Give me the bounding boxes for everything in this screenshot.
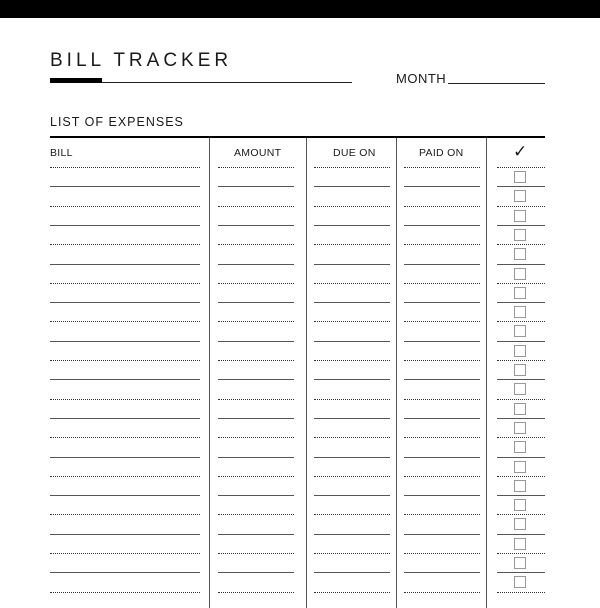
table-header-rule <box>50 136 545 138</box>
paid-checkbox[interactable] <box>514 287 526 299</box>
paid-checkbox[interactable] <box>514 229 526 241</box>
entry-line[interactable] <box>404 167 480 168</box>
entry-line[interactable] <box>404 534 480 535</box>
column-header-paid-on: PAID ON <box>419 147 464 159</box>
paid-checkbox[interactable] <box>514 480 526 492</box>
title-underline-accent <box>50 78 102 83</box>
paid-checkbox[interactable] <box>514 190 526 202</box>
entry-line[interactable] <box>50 360 200 361</box>
paid-checkbox[interactable] <box>514 345 526 357</box>
entry-line[interactable] <box>404 572 480 573</box>
entry-line[interactable] <box>50 514 200 515</box>
entry-line[interactable] <box>218 206 294 207</box>
entry-line[interactable] <box>314 244 390 245</box>
entry-line[interactable] <box>314 514 390 515</box>
entry-line[interactable] <box>218 341 294 342</box>
entry-line[interactable] <box>497 360 545 361</box>
entry-line[interactable] <box>50 399 200 400</box>
month-input-line[interactable] <box>448 83 545 84</box>
entry-line[interactable] <box>314 302 390 303</box>
paid-checkbox[interactable] <box>514 518 526 530</box>
entry-line[interactable] <box>50 534 200 535</box>
entry-line[interactable] <box>218 167 294 168</box>
column-header-due-on: DUE ON <box>333 147 376 159</box>
entry-line[interactable] <box>218 476 294 477</box>
entry-line[interactable] <box>50 167 200 168</box>
entry-line[interactable] <box>50 206 200 207</box>
entry-line[interactable] <box>314 534 390 535</box>
entry-line[interactable] <box>50 225 200 226</box>
entry-line[interactable] <box>218 321 294 322</box>
paid-checkbox[interactable] <box>514 171 526 183</box>
entry-line[interactable] <box>314 457 390 458</box>
column-header-bill: BILL <box>50 147 73 159</box>
column-divider <box>306 138 307 608</box>
entry-line[interactable] <box>497 495 545 496</box>
entry-line[interactable] <box>404 264 480 265</box>
entry-line[interactable] <box>50 302 200 303</box>
entry-line[interactable] <box>314 321 390 322</box>
paid-checkbox[interactable] <box>514 461 526 473</box>
entry-line[interactable] <box>314 283 390 284</box>
entry-line[interactable] <box>218 186 294 187</box>
entry-line[interactable] <box>497 341 545 342</box>
column-divider <box>396 138 397 608</box>
entry-line[interactable] <box>404 379 480 380</box>
entry-line[interactable] <box>218 572 294 573</box>
column-header-amount: AMOUNT <box>234 147 282 159</box>
entry-line[interactable] <box>404 514 480 515</box>
entry-line[interactable] <box>218 534 294 535</box>
paid-checkbox[interactable] <box>514 538 526 550</box>
entry-line[interactable] <box>50 495 200 496</box>
entry-line[interactable] <box>218 514 294 515</box>
entry-line[interactable] <box>314 264 390 265</box>
paid-checkbox[interactable] <box>514 499 526 511</box>
entry-line[interactable] <box>404 186 480 187</box>
entry-line[interactable] <box>50 553 200 554</box>
entry-line[interactable] <box>50 437 200 438</box>
entry-line[interactable] <box>314 167 390 168</box>
entry-line[interactable] <box>218 437 294 438</box>
month-label: MONTH <box>396 71 447 86</box>
entry-line[interactable] <box>314 437 390 438</box>
entry-line[interactable] <box>50 283 200 284</box>
entry-line[interactable] <box>497 592 545 593</box>
paid-checkbox[interactable] <box>514 403 526 415</box>
entry-line[interactable] <box>314 186 390 187</box>
section-title: LIST OF EXPENSES <box>50 115 184 129</box>
entry-line[interactable] <box>404 418 480 419</box>
entry-line[interactable] <box>218 283 294 284</box>
entry-line[interactable] <box>218 457 294 458</box>
entry-line[interactable] <box>314 592 390 593</box>
entry-line[interactable] <box>404 495 480 496</box>
entry-line[interactable] <box>218 399 294 400</box>
entry-line[interactable] <box>314 379 390 380</box>
entry-line[interactable] <box>314 341 390 342</box>
entry-line[interactable] <box>404 437 480 438</box>
checkmark-icon: ✓ <box>513 142 528 162</box>
entry-line[interactable] <box>50 418 200 419</box>
entry-line[interactable] <box>218 244 294 245</box>
entry-line[interactable] <box>497 167 545 168</box>
page-title: BILL TRACKER <box>50 50 233 71</box>
entry-line[interactable] <box>497 534 545 535</box>
entry-line[interactable] <box>50 572 200 573</box>
paid-checkbox[interactable] <box>514 364 526 376</box>
entry-line[interactable] <box>50 341 200 342</box>
entry-line[interactable] <box>50 321 200 322</box>
entry-line[interactable] <box>314 476 390 477</box>
entry-line[interactable] <box>404 206 480 207</box>
entry-line[interactable] <box>218 495 294 496</box>
entry-line[interactable] <box>497 457 545 458</box>
entry-line[interactable] <box>404 225 480 226</box>
entry-line[interactable] <box>404 399 480 400</box>
paid-checkbox[interactable] <box>514 441 526 453</box>
entry-line[interactable] <box>497 302 545 303</box>
entry-line[interactable] <box>404 457 480 458</box>
entry-line[interactable] <box>497 437 545 438</box>
entry-line[interactable] <box>314 225 390 226</box>
entry-line[interactable] <box>314 399 390 400</box>
entry-line[interactable] <box>50 476 200 477</box>
entry-line[interactable] <box>497 186 545 187</box>
entry-line[interactable] <box>404 341 480 342</box>
entry-line[interactable] <box>497 264 545 265</box>
column-divider <box>209 138 210 608</box>
entry-line[interactable] <box>218 379 294 380</box>
entry-line[interactable] <box>404 302 480 303</box>
entry-line[interactable] <box>314 418 390 419</box>
entry-line[interactable] <box>497 418 545 419</box>
entry-line[interactable] <box>497 379 545 380</box>
entry-line[interactable] <box>50 457 200 458</box>
entry-line[interactable] <box>50 244 200 245</box>
paid-checkbox[interactable] <box>514 268 526 280</box>
entry-line[interactable] <box>497 244 545 245</box>
entry-line[interactable] <box>497 225 545 226</box>
paid-checkbox[interactable] <box>514 325 526 337</box>
entry-line[interactable] <box>218 264 294 265</box>
entry-line[interactable] <box>50 592 200 593</box>
entry-line[interactable] <box>218 302 294 303</box>
entry-line[interactable] <box>404 592 480 593</box>
paid-checkbox[interactable] <box>514 576 526 588</box>
entry-line[interactable] <box>497 476 545 477</box>
entry-line[interactable] <box>218 592 294 593</box>
paid-checkbox[interactable] <box>514 210 526 222</box>
entry-line[interactable] <box>50 264 200 265</box>
entry-line[interactable] <box>314 572 390 573</box>
entry-line[interactable] <box>314 206 390 207</box>
entry-line[interactable] <box>218 418 294 419</box>
entry-line[interactable] <box>497 283 545 284</box>
paid-checkbox[interactable] <box>514 306 526 318</box>
entry-line[interactable] <box>404 321 480 322</box>
entry-line[interactable] <box>497 399 545 400</box>
entry-line[interactable] <box>497 321 545 322</box>
paid-checkbox[interactable] <box>514 557 526 569</box>
entry-line[interactable] <box>497 206 545 207</box>
column-divider <box>486 138 487 608</box>
entry-line[interactable] <box>497 572 545 573</box>
top-black-bar <box>0 0 600 18</box>
entry-line[interactable] <box>497 514 545 515</box>
entry-line[interactable] <box>218 553 294 554</box>
paid-checkbox[interactable] <box>514 248 526 260</box>
entry-line[interactable] <box>50 379 200 380</box>
entry-line[interactable] <box>497 553 545 554</box>
entry-line[interactable] <box>50 186 200 187</box>
title-underline <box>102 82 352 83</box>
entry-line[interactable] <box>404 360 480 361</box>
entry-line[interactable] <box>218 225 294 226</box>
entry-line[interactable] <box>404 553 480 554</box>
entry-line[interactable] <box>404 244 480 245</box>
entry-line[interactable] <box>314 360 390 361</box>
entry-line[interactable] <box>314 553 390 554</box>
paid-checkbox[interactable] <box>514 383 526 395</box>
entry-line[interactable] <box>404 283 480 284</box>
paid-checkbox[interactable] <box>514 422 526 434</box>
entry-line[interactable] <box>314 495 390 496</box>
entry-line[interactable] <box>404 476 480 477</box>
entry-line[interactable] <box>218 360 294 361</box>
